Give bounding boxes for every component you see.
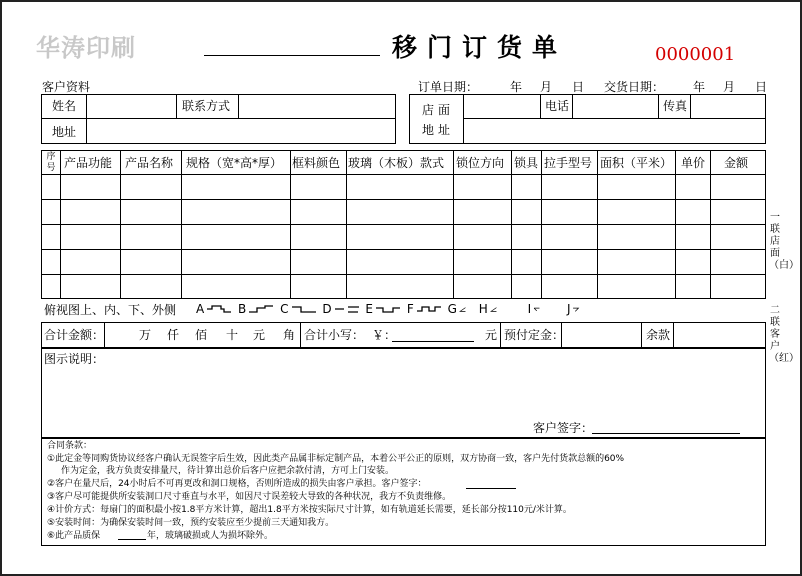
table-header-handle-model: 拉手型号 — [544, 156, 593, 170]
view-option-c: C — [280, 302, 289, 316]
term-signature-field[interactable] — [466, 479, 516, 489]
unit-wan: 万 — [139, 328, 152, 342]
table-header-seq: 序号 — [46, 152, 56, 173]
view-option-b: B — [238, 302, 247, 316]
table-col-line — [511, 150, 512, 299]
delivery-date-month: 月 — [723, 80, 736, 94]
table-col-line — [710, 150, 711, 299]
delivery-date-day: 日 — [755, 80, 768, 94]
order-date-year: 年 — [510, 80, 523, 94]
table-col-line — [120, 150, 121, 299]
unit-jiao: 角 — [283, 328, 296, 342]
store-label: 店面 — [422, 103, 455, 117]
contract-term: ⑤安装时间：为确保安装时间一致，预约安装应至少提前三天通知我方。 — [47, 518, 335, 528]
view-option-e: E — [365, 302, 373, 316]
track-profile-e-icon — [375, 305, 401, 314]
contract-term: 作为定金，我方负责安排量尺，待计算出总价后客户应把余款付清，方可上门安装。 — [61, 466, 395, 476]
customer-signature-label: 客户签字： — [533, 421, 594, 435]
table-row-line — [41, 174, 766, 175]
table-row-line — [41, 199, 766, 200]
view-option-g: G — [447, 302, 457, 316]
view-option-f: F — [406, 302, 414, 316]
table-col-line — [453, 150, 454, 299]
top-view-label: 俯视图上、内、下、外侧 — [44, 303, 177, 317]
divider — [658, 94, 659, 118]
contact-label: 联系方式 — [182, 99, 231, 113]
angle-g-icon — [459, 305, 473, 314]
order-date-month: 月 — [540, 80, 553, 94]
view-option-a: A — [196, 302, 205, 316]
balance-label: 余款 — [646, 328, 671, 342]
contract-term: ②客户在量尺后，24小时后不可再更改和洞口规格，否则所造成的损失由客户承担。客户签字： — [47, 479, 427, 489]
view-option-j: J — [566, 302, 571, 316]
total-small-label: 合计小写： — [304, 328, 365, 342]
watermark: 华涛印刷 — [36, 34, 136, 62]
total-amount-label: 合计金额： — [44, 328, 105, 342]
table-header-name: 产品名称 — [125, 156, 174, 170]
copy-label-store: 一联 店面（白） — [769, 212, 799, 271]
view-option-i: I — [527, 302, 532, 316]
table-header-glass-style: 玻璃（木板）款式 — [348, 156, 445, 170]
order-date-label: 订单日期： — [418, 80, 479, 94]
table-header-spec: 规格（宽*高*厚） — [186, 156, 283, 170]
table-header-lock-direction: 锁位方向 — [456, 156, 505, 170]
customer-address-label: 地址 — [52, 125, 77, 139]
warranty-years-field[interactable] — [118, 530, 146, 540]
table-col-line — [60, 150, 61, 299]
track-profile-a-icon — [206, 305, 232, 314]
copy-label-customer: 二联 客户（红） — [769, 305, 799, 364]
contract-term: ⑥此产品质保 — [47, 531, 101, 541]
divider — [673, 322, 674, 348]
contract-heading: 合同条款： — [47, 441, 93, 451]
divider — [540, 94, 541, 118]
angle-h-icon — [490, 305, 504, 314]
track-profile-f-icon — [416, 305, 442, 314]
table-col-line — [541, 150, 542, 299]
unit-qian: 仟 — [167, 328, 180, 342]
divider — [176, 94, 177, 118]
divider — [86, 94, 87, 144]
top-view-options — [196, 302, 588, 316]
table-header-unit-price: 单价 — [681, 156, 706, 170]
form-title: 移门订货单 — [392, 33, 568, 62]
table-col-line — [290, 150, 291, 299]
deposit-label: 预付定金： — [504, 328, 565, 342]
diagram-label: 图示说明： — [44, 352, 105, 366]
contract-term: ①此定金等同购货协议经客户确认无误签字后生效，因此类产品属非标定制产品，本着公平公正的原则，双方协商一致，客户先付货款总额的60% — [47, 454, 625, 464]
track-profile-b-icon — [248, 305, 274, 314]
table-col-line — [346, 150, 347, 299]
angle-j-icon — [572, 305, 586, 314]
unit-bai: 佰 — [195, 328, 208, 342]
table-header-frame-color: 框料颜色 — [292, 156, 341, 170]
divider — [500, 322, 501, 348]
unit-yuan: 元 — [253, 328, 266, 342]
track-profile-c-icon — [291, 305, 317, 314]
contract-term: ④计价方式：每扇门的面积最小按1.8平方米计算，超出1.8平方米按实际尺寸计算，如有轨道延长需要，延长部分按110元/米计算。 — [47, 505, 572, 515]
order-date-day: 日 — [572, 80, 585, 94]
angle-i-icon — [533, 305, 547, 314]
table-col-line — [181, 150, 182, 299]
phone-label: 电话 — [545, 99, 570, 113]
divider — [641, 322, 642, 348]
total-small-field[interactable] — [392, 328, 474, 342]
table-row-line — [41, 224, 766, 225]
customer-section-label: 客户资料 — [42, 80, 91, 94]
title-underline — [204, 55, 380, 56]
customer-signature-field[interactable] — [592, 420, 740, 434]
contract-term: 年，玻璃破损或人为损坏除外。 — [147, 531, 274, 541]
divider — [463, 94, 464, 144]
delivery-date-label: 交货日期： — [604, 80, 665, 94]
serial-number: 0000001 — [655, 44, 736, 65]
table-col-line — [675, 150, 676, 299]
table-header-area: 面积（平米） — [600, 156, 673, 170]
divider — [238, 94, 239, 118]
divider — [463, 118, 766, 119]
table-header-lock: 锁具 — [514, 156, 539, 170]
track-profile-d-icon — [334, 305, 360, 314]
name-label: 姓名 — [52, 99, 77, 113]
table-row-line — [41, 274, 766, 275]
delivery-date-year: 年 — [693, 80, 706, 94]
table-row-line — [41, 249, 766, 250]
view-option-h: H — [478, 302, 488, 316]
total-yuan-label: 元 — [485, 328, 498, 342]
currency-symbol: ￥： — [372, 328, 397, 342]
contract-term: ③客户尽可能提供所安装洞口尺寸垂直与水平，如因尺寸误差较大导致的各种状况，我方不负责维修。 — [47, 492, 452, 502]
divider — [300, 322, 301, 348]
unit-shi: 十 — [226, 328, 239, 342]
divider — [104, 322, 105, 348]
fax-label: 传真 — [663, 99, 688, 113]
table-col-line — [597, 150, 598, 299]
table-header-function: 产品功能 — [64, 156, 113, 170]
store-address-label: 地址 — [422, 123, 455, 137]
table-header-amount: 金额 — [724, 156, 749, 170]
view-option-d: D — [322, 302, 332, 316]
divider — [41, 118, 396, 119]
divider — [572, 94, 573, 118]
divider — [690, 94, 691, 118]
